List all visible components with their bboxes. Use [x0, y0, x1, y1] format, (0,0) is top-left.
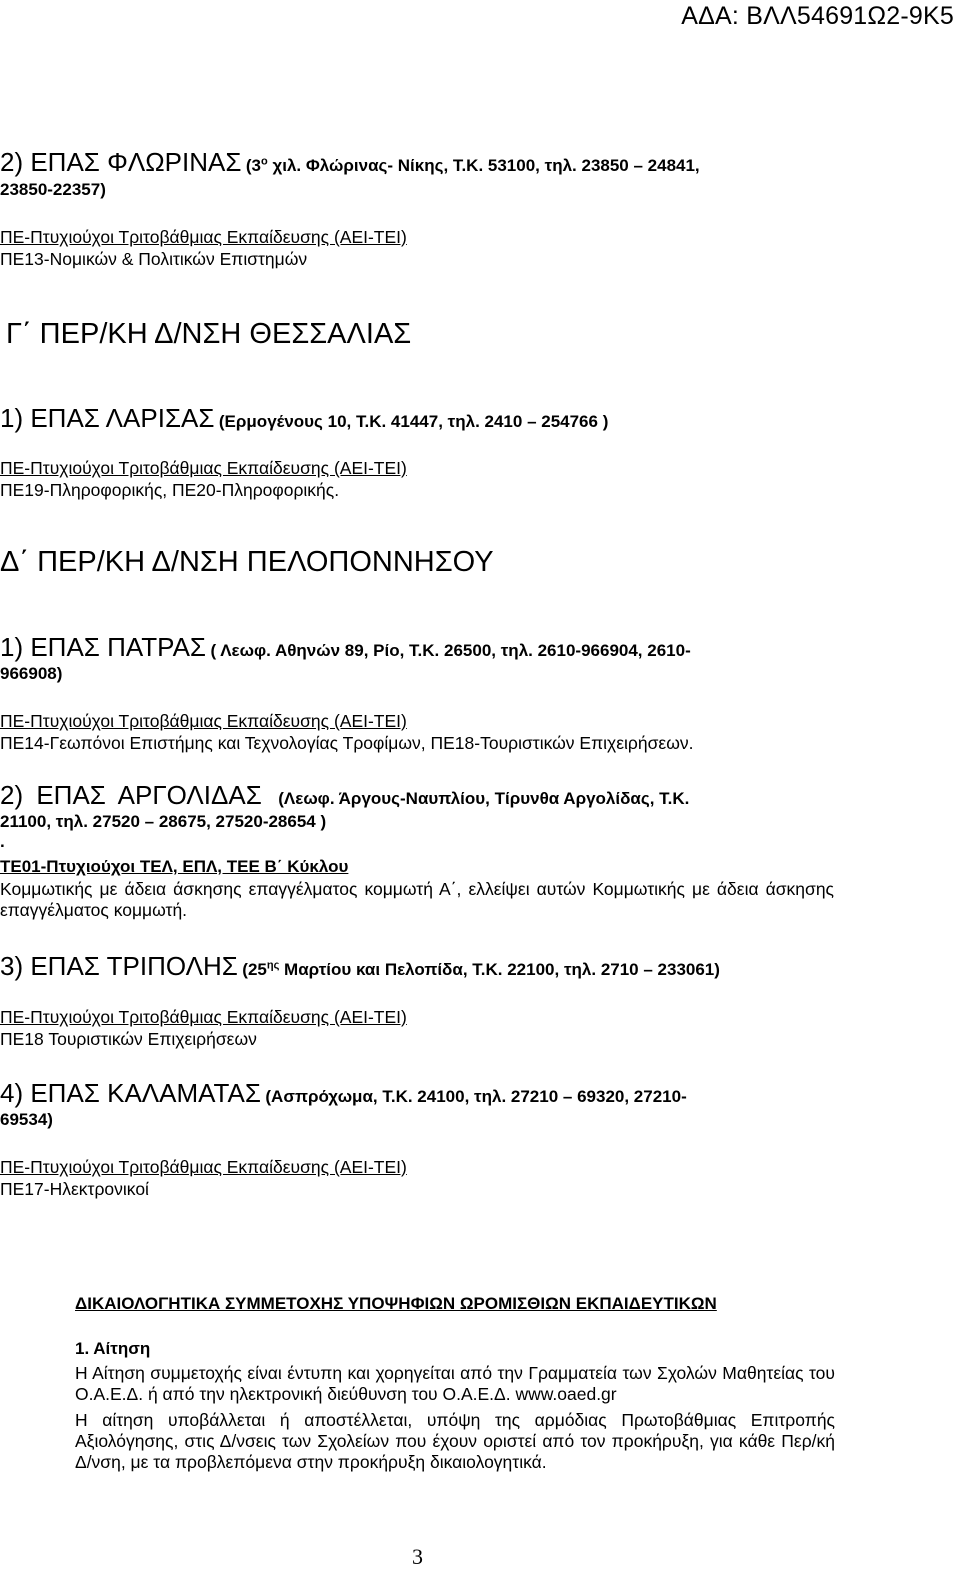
florina-title: 2) ΕΠΑΣ ΦΛΩΡΙΝΑΣ: [0, 147, 242, 177]
patras-address: ( Λεωφ. Αθηνών 89, Ρίο, Τ.Κ. 26500, τηλ. 2610-966904, 2610-: [210, 641, 691, 660]
patras-address-line2: 966908): [0, 664, 63, 683]
kalamata-category: ΠΕ-Πτυχιούχοι Τριτοβάθμιας Εκπαίδευσης (ΑΕΙ-ΤΕΙ): [0, 1157, 407, 1177]
patras-specialty: ΠΕ14-Γεωπόνοι Επιστήμης και Τεχνολογίας Τροφίμων, ΠΕ18-Τουριστικών Επιχειρήσεων.: [0, 733, 694, 753]
argolida-specialty: Κομμωτικής με άδεια άσκησης επαγγέλματος κομμωτή Α΄, ελλείψει αυτών Κομμωτικής με άδεια άσκησης επαγγέλματος κομμωτή.: [0, 879, 834, 920]
page-number: 3: [412, 1544, 423, 1569]
argolida-category: ΤΕ01-Πτυχιούχοι ΤΕΛ, ΕΠΛ, ΤΕΕ Β΄ Κύκλου: [0, 857, 349, 876]
florina-address-line2: 23850-22357): [0, 180, 106, 199]
item1-title: 1. Αίτηση: [75, 1339, 151, 1358]
larisa-title: 1) ΕΠΑΣ ΛΑΡΙΣΑΣ: [0, 403, 215, 433]
supporting-heading: ΔΙΚΑΙΟΛΟΓΗΤΙΚΑ ΣΥΜΜΕΤΟΧΗΣ ΥΠΟΨΗΦΙΩΝ ΩΡΟΜΙΣΘΙΩΝ ΕΚΠΑΙΔΕΥΤΙΚΩΝ: [75, 1294, 717, 1313]
tripoli-title-line: [0, 951, 720, 982]
kalamata-specialty: ΠΕ17-Ηλεκτρονικοί: [0, 1179, 149, 1199]
florina-category: ΠΕ-Πτυχιούχοι Τριτοβάθμιας Εκπαίδευσης (ΑΕΙ-ΤΕΙ): [0, 227, 407, 247]
item1-paragraph-1: Η Αίτηση συμμετοχής είναι έντυπη και χορηγείται από την Γραμματεία των Σχολών Μαθητείας του Ο.Α.Ε.Δ. ή από την ηλεκτρονική διεύθυνση του Ο.Α.Ε.Δ. www.oaed.gr: [75, 1363, 835, 1404]
kalamata-address: (Ασπρόχωμα, Τ.Κ. 24100, τηλ. 27210 – 69320, 27210-: [265, 1087, 687, 1106]
patras-title-line: [0, 632, 691, 663]
larisa-title-line: [0, 403, 608, 434]
ada-code: ΑΔΑ: ΒΛΛ54691Ω2-9Κ5: [681, 2, 954, 30]
florina-title-line: [0, 147, 700, 178]
florina-specialty: ΠΕ13-Νομικών & Πολιτικών Επιστημών: [0, 249, 308, 269]
tripoli-title: 3) ΕΠΑΣ ΤΡΙΠΟΛΗΣ: [0, 951, 238, 981]
thessalia-heading: Γ΄ ΠΕΡ/ΚΗ Δ/ΝΣΗ ΘΕΣΣΑΛΙΑΣ: [6, 318, 412, 350]
argolida-address: (Λεωφ. Άργους-Ναυπλίου, Τίρυνθα Αργολίδας, Τ.Κ.: [278, 789, 690, 808]
larisa-specialty: ΠΕ19-Πληροφορικής, ΠΕ20-Πληροφορικής.: [0, 480, 340, 500]
patras-category: ΠΕ-Πτυχιούχοι Τριτοβάθμιας Εκπαίδευσης (ΑΕΙ-ΤΕΙ): [0, 711, 407, 731]
kalamata-title: 4) ΕΠΑΣ ΚΑΛΑΜΑΤΑΣ: [0, 1078, 261, 1108]
peloponnisos-heading: Δ΄ ΠΕΡ/ΚΗ Δ/ΝΣΗ ΠΕΛΟΠΟΝΝΗΣΟΥ: [0, 546, 494, 578]
tripoli-address: ($25^{\eta\varsigma}$ Μαρτίου και Πελοπίδα, Τ.Κ. 22100, τηλ. 2710 – 233061): [242, 959, 720, 979]
tripoli-category: ΠΕ-Πτυχιούχοι Τριτοβάθμιας Εκπαίδευσης (ΑΕΙ-ΤΕΙ): [0, 1007, 407, 1027]
argolida-address-line2: 21100, τηλ. 27520 – 28675, 27520-28654 ): [0, 812, 327, 831]
argolida-dot: .: [0, 832, 5, 851]
tripoli-specialty: ΠΕ18 Τουριστικών Επιχειρήσεων: [0, 1029, 257, 1049]
argolida-title-line: [0, 780, 689, 811]
item1-paragraph-2: Η αίτηση υποβάλλεται ή αποστέλλεται, υπόψη της αρμόδιας Πρωτοβάθμιας Επιτροπής Αξιολόγησης, στις Δ/νσεις των Σχολείων που έχουν οριστεί από τον προκήρυξη, για κάθε Περ/κή Δ/νση, με τα προβλεπόμενα στην προκήρυξη δικαιολογητικά.: [75, 1410, 835, 1472]
argolida-title: 2) ΕΠΑΣ ΑΡΓΟΛΙΔΑΣ: [0, 780, 262, 810]
kalamata-address-line2: 69534): [0, 1110, 53, 1129]
kalamata-title-line: [0, 1078, 687, 1109]
florina-address: ($3^o$ χιλ. Φλώρινας- Νίκης, Τ.Κ. 53100, τηλ. 23850 – 24841,: [245, 155, 700, 175]
larisa-address: (Ερμογένους 10, Τ.Κ. 41447, τηλ. 2410 – 254766 ): [218, 412, 609, 431]
patras-title: 1) ΕΠΑΣ ΠΑΤΡΑΣ: [0, 632, 206, 662]
larisa-category: ΠΕ-Πτυχιούχοι Τριτοβάθμιας Εκπαίδευσης (ΑΕΙ-ΤΕΙ): [0, 458, 407, 478]
